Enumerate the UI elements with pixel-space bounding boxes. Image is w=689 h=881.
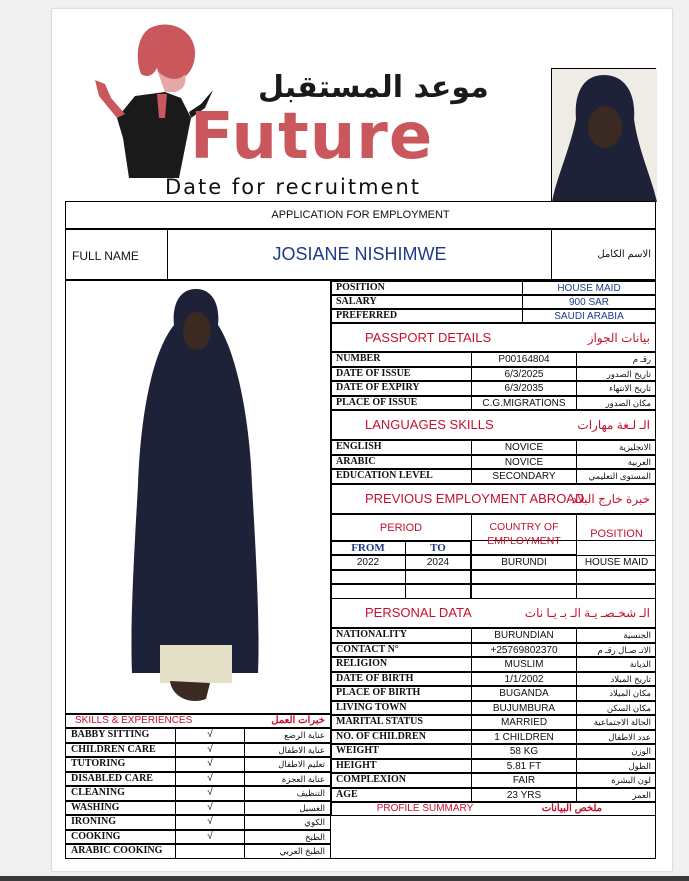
skill-check: √ [207, 787, 213, 798]
personal-arabic: عدد الاطفال [608, 731, 651, 742]
languages-value: SECONDARY [492, 471, 556, 482]
passport-label: PLACE OF ISSUE [336, 396, 418, 408]
passport-value: P00164804 [498, 354, 550, 365]
personal-value: 1/1/2002 [504, 673, 544, 685]
skill-arabic: الكوي [304, 817, 325, 827]
skill-arabic: الغسيل [299, 802, 325, 813]
skill-label: CLEANING [71, 787, 125, 798]
personal-label: LIVING TOWN [336, 701, 407, 713]
personal-label: AGE [336, 788, 358, 800]
personal-value: 58 KG [509, 746, 539, 757]
personal-value: BUGANDA [499, 688, 549, 699]
personal-label: HEIGHT [336, 759, 377, 771]
skill-check: √ [207, 816, 213, 827]
personal-arabic: الديانة [629, 659, 651, 669]
employment-from-label: FROM [351, 542, 385, 554]
position-value: 900 SAR [568, 297, 610, 308]
skill-check: √ [207, 801, 213, 813]
employment-to-value-cell [405, 584, 471, 599]
portrait-photo [551, 68, 656, 201]
personal-label: NATIONALITY [336, 629, 407, 640]
employment-position-value: HOUSE MAID [584, 557, 649, 568]
skill-label: ARABIC COOKING [71, 845, 163, 856]
portrait-figure-icon [552, 69, 657, 202]
personal-label: WEIGHT [336, 745, 379, 756]
skill-label: IRONING [71, 816, 117, 827]
personal-value: 23 YRS [506, 789, 542, 801]
languages-label: ENGLISH [336, 441, 382, 452]
full-name-arabic: الاسم الكامل [597, 249, 651, 260]
passport-arabic: رقـ م [632, 354, 651, 364]
passport-arabic: مكان الصدور [605, 397, 651, 408]
skill-check: √ [207, 729, 213, 740]
skill-label: TUTORING [71, 758, 126, 769]
personal-arabic: الحالة الاجتماعية [593, 717, 651, 727]
personal-label: MARITAL STATUS [336, 716, 423, 727]
personal-title-arabic: الـ شخـصـ يـة الـ بـ يـا نات [524, 606, 650, 620]
languages-arabic: المستوى التعليمي [588, 471, 651, 481]
skill-check: √ [207, 772, 213, 784]
passport-value: 6/3/2035 [504, 383, 544, 394]
personal-label: DATE OF BIRTH [336, 672, 414, 684]
employment-country-value: BURUNDI [501, 557, 547, 568]
languages-value: NOVICE [504, 442, 544, 453]
skill-check: √ [207, 743, 213, 755]
passport-title-arabic: بيانات الجواز [587, 331, 650, 345]
personal-value: BUJUMBURA [492, 702, 556, 714]
personal-arabic: الجنسية [623, 630, 651, 640]
passport-value: C.G.MIGRATIONS [482, 397, 566, 409]
skills-title-arabic: خبرات العمل [271, 715, 325, 726]
languages-label: ARABIC [336, 455, 376, 467]
personal-title: PERSONAL DATA [365, 605, 472, 620]
personal-value: FAIR [512, 775, 536, 786]
employment-to-value-cell [405, 570, 471, 585]
languages-title-arabic: الـ لـغة مهارات [577, 418, 650, 432]
skill-label: WASHING [71, 801, 120, 813]
languages-arabic: العربية [627, 456, 651, 467]
document-title: APPLICATION FOR EMPLOYMENT [271, 209, 450, 221]
logo-arabic-text: موعد المستقبل [258, 70, 489, 105]
passport-label: DATE OF ISSUE [336, 367, 411, 379]
employment-position-label: POSITION [590, 528, 643, 540]
skill-arabic: التنظيف [296, 788, 325, 798]
employment-from-value: 2022 [356, 557, 380, 568]
personal-value: MARRIED [500, 717, 548, 728]
passport-arabic: تاريخ الانتهاء [609, 383, 651, 393]
languages-title: LANGUAGES SKILLS [365, 417, 494, 432]
position-label: POSITION [336, 282, 385, 293]
position-label: PREFERRED [336, 310, 398, 321]
skill-label: COOKING [71, 830, 121, 842]
personal-arabic: مكان الميلاد [609, 688, 651, 698]
languages-label: EDUCATION LEVEL [336, 470, 433, 481]
personal-value: +25769802370 [490, 644, 558, 656]
skills-title: SKILLS & EXPERIENCES [75, 715, 193, 726]
passport-value: 6/3/2025 [504, 368, 544, 380]
personal-label: RELIGION [336, 658, 388, 669]
personal-arabic: تاريخ الميلاد [610, 673, 651, 684]
employment-title: PREVIOUS EMPLOYMENT ABROAD [365, 491, 585, 506]
languages-arabic: الانجليزية [618, 442, 651, 452]
personal-arabic: الطول [628, 760, 651, 771]
skill-check: √ [207, 758, 213, 769]
personal-label: CONTACT N° [336, 643, 399, 655]
employment-country-value-cell [471, 584, 577, 599]
skill-arabic: عناية العجزة [281, 773, 325, 784]
personal-arabic: مكان السكن [606, 702, 651, 713]
skill-label: DISABLED CARE [71, 772, 153, 784]
employment-country-value-cell [471, 570, 577, 585]
personal-arabic: لون البشرة [611, 775, 651, 785]
employment-title-arabic: خبرة خارج البلاد [571, 492, 650, 506]
full-body-photo [110, 285, 280, 713]
personal-arabic: الاتـ صـال رقـ م [597, 644, 651, 655]
bottom-bar [0, 876, 689, 881]
logo-tagline: Date for recruitment [165, 175, 421, 199]
passport-label: NUMBER [336, 353, 381, 364]
skill-label: BABBY SITTING [71, 729, 150, 740]
personal-value: 5.81 FT [506, 760, 542, 772]
personal-label: COMPLEXION [336, 774, 406, 785]
position-value: HOUSE MAID [557, 283, 621, 294]
skill-arabic: عناية الرضع [284, 730, 325, 740]
skill-arabic: عناية الاطفال [278, 744, 325, 755]
employment-to-label: TO [430, 542, 446, 554]
personal-label: NO. OF CHILDREN [336, 730, 426, 742]
personal-value: BURUNDIAN [494, 630, 554, 641]
skill-arabic: الطبخ [305, 831, 325, 842]
skill-check-cell [175, 844, 245, 859]
position-value: SAUDI ARABIA [554, 311, 624, 322]
personal-arabic: العمر [632, 789, 651, 800]
skill-check: √ [207, 830, 213, 842]
profile-summary-arabic: ملخص البيانات [541, 803, 602, 814]
full-name-value: JOSIANE NISHIMWE [272, 244, 447, 264]
employment-to-value: 2024 [426, 557, 450, 568]
skill-arabic: تعليم الاطفال [278, 759, 325, 769]
position-label: SALARY [336, 296, 377, 307]
employment-period-label: PERIOD [379, 522, 423, 534]
personal-arabic: الوزن [631, 746, 651, 756]
passport-arabic: تاريخ الصدور [606, 368, 651, 379]
personal-value: MUSLIM [504, 659, 544, 670]
full-name-label: FULL NAME [72, 249, 139, 263]
personal-value: 1 CHILDREN [494, 731, 554, 743]
logo-brand-text: Future [190, 100, 434, 174]
skill-label: CHILDREN CARE [71, 743, 156, 755]
employment-country-label: COUNTRY OF EMPLOYMENT [487, 521, 561, 547]
passport-title: PASSPORT DETAILS [365, 330, 492, 345]
profile-summary-label: PROFILE SUMMARY [376, 803, 474, 814]
skill-arabic: الطبخ العربي [279, 846, 325, 856]
languages-value: NOVICE [504, 456, 544, 468]
passport-label: DATE OF EXPIRY [336, 382, 420, 393]
personal-label: PLACE OF BIRTH [336, 687, 421, 698]
